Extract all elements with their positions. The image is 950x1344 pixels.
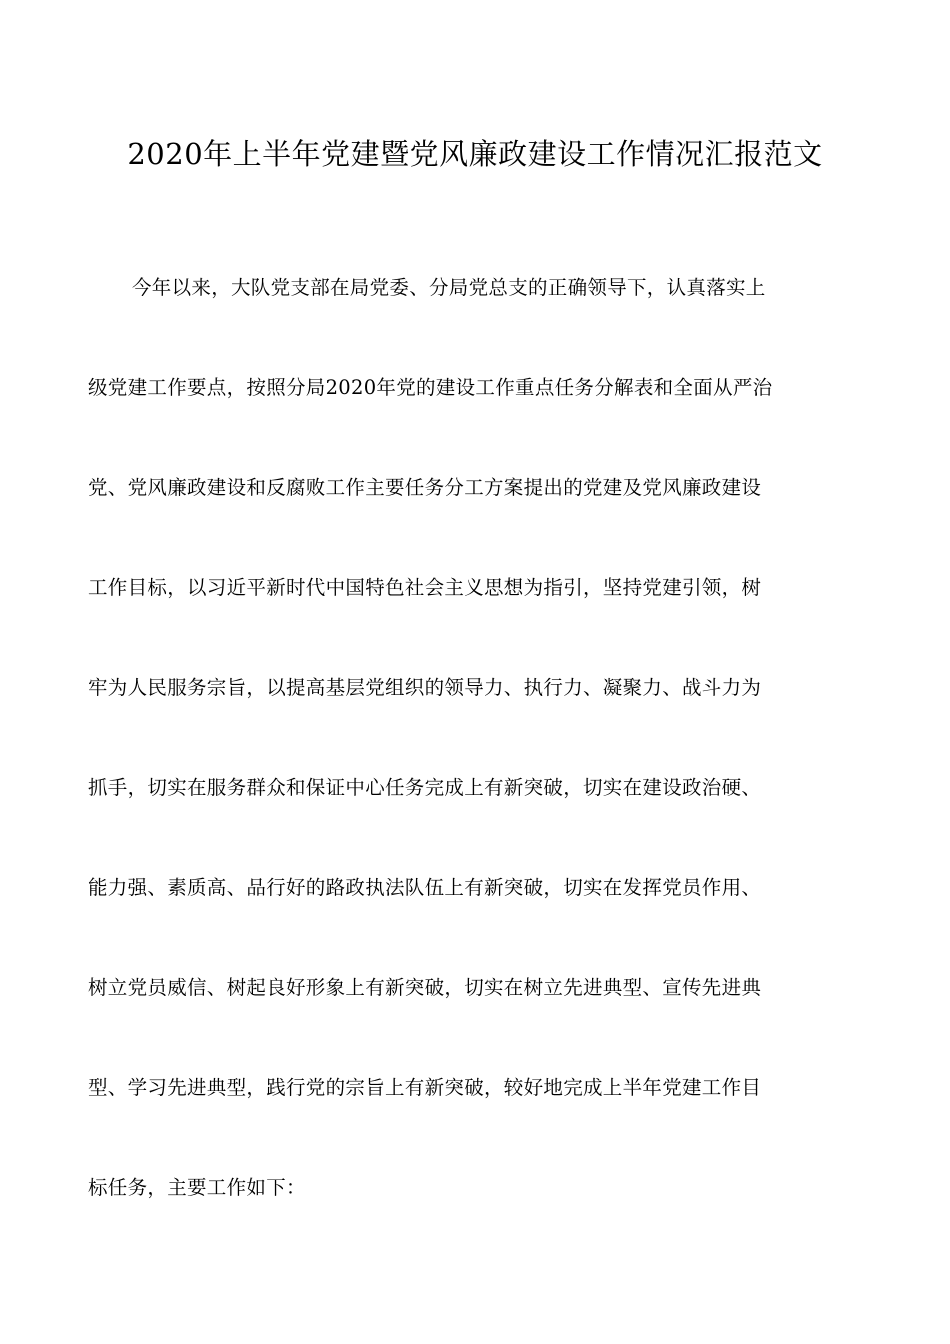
paragraph-line-4: 工作目标，以习近平新时代中国特色社会主义思想为指引，坚持党建引领，树 (88, 576, 762, 599)
paragraph-line-2: 级党建工作要点，按照分局2020年党的建设工作重点任务分解表和全面从严治 (88, 376, 773, 399)
paragraph-line-9: 型、学习先进典型，践行党的宗旨上有新突破，较好地完成上半年党建工作目 (88, 1076, 762, 1099)
document-title: 2020年上半年党建暨党风廉政建设工作情况汇报范文 (127, 137, 823, 171)
paragraph-line-6: 抓手，切实在服务群众和保证中心任务完成上有新突破，切实在建设政治硬、 (88, 776, 762, 799)
paragraph-line-3: 党、党风廉政建设和反腐败工作主要任务分工方案提出的党建及党风廉政建设 (88, 476, 762, 499)
paragraph-line-8: 树立党员威信、树起良好形象上有新突破，切实在树立先进典型、宣传先进典 (88, 976, 762, 999)
document-body (88, 266, 858, 1266)
paragraph-line-7: 能力强、素质高、品行好的路政执法队伍上有新突破，切实在发挥党员作用、 (88, 876, 762, 899)
paragraph-line-5: 牢为人民服务宗旨，以提高基层党组织的领导力、执行力、凝聚力、战斗力为 (88, 676, 762, 699)
paragraph-line-10: 标任务，主要工作如下： (88, 1176, 306, 1199)
paragraph-line-1: 今年以来，大队党支部在局党委、分局党总支的正确领导下，认真落实上 (132, 276, 766, 299)
